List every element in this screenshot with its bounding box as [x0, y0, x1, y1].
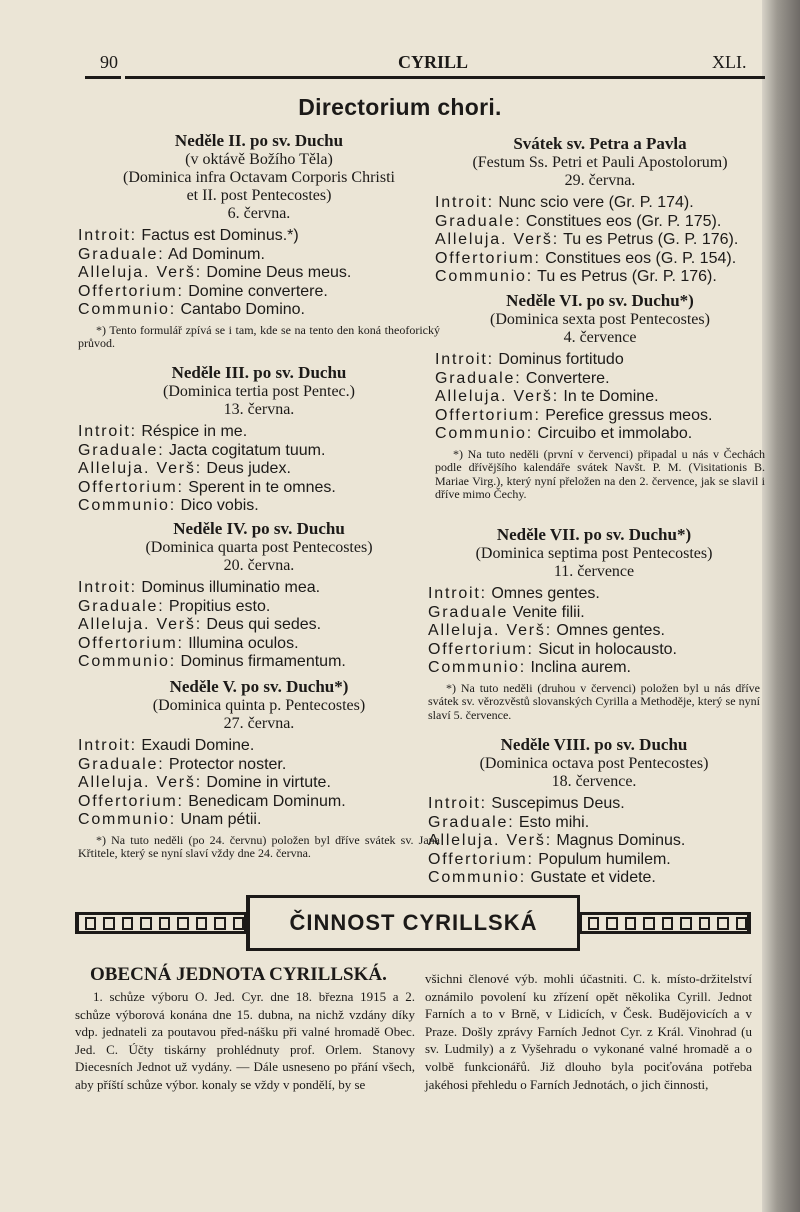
chant-item: [78, 423, 440, 442]
section-subtitle: (Festum Ss. Petri et Pauli Apostolorum): [472, 154, 728, 171]
section-date: 6. června.: [227, 205, 291, 222]
chant-label: Alleluja. Verš:: [78, 264, 202, 282]
banner-title: ČINNOST CYRILLSKÁ: [289, 910, 538, 935]
chant-item: [428, 604, 760, 623]
chant-label: Introit:: [78, 423, 137, 440]
ornament-square: [233, 917, 244, 930]
ornament-square: [606, 917, 617, 930]
directory-section: [435, 133, 765, 287]
section-heading: Svátek sv. Petra a Pavla: [513, 134, 687, 153]
chant-item: [78, 301, 440, 320]
article-heading: OBECNÁ JEDNOTA CYRILLSKÁ.: [90, 964, 387, 985]
chant-label: Graduale: [428, 603, 509, 621]
ornament-square: [196, 917, 207, 930]
chant-text: Deus qui sedes.: [206, 616, 322, 634]
chant-item: [428, 622, 760, 641]
chant-text: Nunc scio vere (Gr. P. 174).: [498, 194, 694, 211]
chant-text: Protector noster.: [168, 755, 287, 773]
section-subtitle: (Dominica octava post Pentecostes): [479, 755, 709, 772]
ornament-square: [680, 917, 691, 930]
footnote: *) Tento formulář zpívá se i tam, kde se na tento den koná theoforický průvod.: [78, 322, 440, 351]
section-heading: Neděle II. po sv. Duchu: [174, 131, 344, 150]
chant-label: Introit:: [435, 351, 494, 368]
article-text-right: všichni členové výb. mohli účastniti. C. k. místo-držitelství oznámilo povolení ku zřízení opět několika Cyrill. Jednot Farních a to v Brně, v Lidicích, v Česk. Budějovicích a v Praze. Došly zprávy Farních Jednot Cyr. z Král. Vinohrad (u sv. Ludmily) a z Vyšehradu o vykonané valné hromadě a o volbě funkcionářů. Již dlouho byla pociťována potřeba jakéhosi přehledu o Farních Jednotách, o jich činnosti,: [425, 971, 752, 1092]
section-subtitle: (Dominica infra Octavam Corporis Christi: [123, 169, 395, 186]
chant-label: Offertorium:: [78, 282, 184, 300]
directory-section: [428, 524, 760, 722]
ornament-square: [662, 917, 673, 930]
chant-text: Omnes gentes.: [491, 585, 600, 602]
chant-label: Graduale:: [435, 212, 522, 230]
chant-item: [78, 246, 440, 265]
chant-label: Offertorium:: [78, 634, 184, 652]
chant-label: Offertorium:: [435, 249, 541, 267]
chant-text: Benedicam Dominum.: [188, 792, 346, 810]
volume-number: XLI.: [712, 52, 747, 72]
chant-text: Dominus illuminatio mea.: [141, 579, 321, 596]
section-heading: Neděle IV. po sv. Duchu: [173, 519, 345, 538]
chant-item: [78, 635, 440, 654]
chant-text: Ad Dominum.: [168, 245, 265, 263]
section-subtitle: (v oktávě Božího Těla): [185, 151, 333, 168]
section-date: 27. června.: [223, 715, 295, 732]
ornament-square: [736, 917, 747, 930]
chant-item: [435, 213, 765, 232]
page-number: 90: [100, 52, 118, 72]
chant-label: Communio:: [78, 301, 177, 319]
footnote: *) Na tuto neděli (po 24. červnu) položen byl dříve svátek sv. Jana Křtitele, který se nyní slaví vždy dne 24. června.: [78, 832, 440, 861]
ornament-square: [588, 917, 599, 930]
ornament-square: [140, 917, 151, 930]
running-title: CYRILL: [398, 52, 469, 72]
chant-item: [78, 497, 440, 516]
section-date: 4. července: [563, 329, 637, 346]
ornament-square: [103, 917, 114, 930]
section-subtitle: (Dominica quarta post Pentecostes): [145, 539, 373, 556]
chant-label: Graduale:: [78, 245, 165, 263]
chant-item: [435, 351, 765, 370]
chant-item: [78, 756, 440, 775]
directory-section: [78, 130, 440, 351]
chant-label: Graduale:: [428, 813, 515, 831]
chant-label: Offertorium:: [435, 406, 541, 424]
chant-text: Dico vobis.: [180, 497, 259, 515]
chant-text: Tu es Petrus (Gr. P. 176).: [537, 268, 717, 286]
chant-item: [78, 479, 440, 498]
chant-label: Communio:: [428, 869, 527, 887]
chant-label: Alleluja. Verš:: [435, 388, 559, 406]
chant-item: [428, 641, 760, 660]
directory-section: [428, 734, 760, 888]
chant-text: Magnus Dominus.: [556, 832, 686, 850]
chant-label: Introit:: [78, 227, 137, 244]
chant-item: [435, 407, 765, 426]
chant-item: [78, 460, 440, 479]
header-rule-left: [85, 76, 121, 79]
chant-label: Introit:: [78, 737, 137, 754]
chant-label: Alleluja. Verš:: [78, 460, 202, 478]
main-title: Directorium chori.: [298, 94, 502, 120]
chant-label: Graduale:: [78, 755, 165, 773]
chant-text: Sicut in holocausto.: [538, 640, 677, 658]
chant-text: Constitues eos (G. P. 154).: [545, 249, 737, 267]
chant-item: [428, 795, 760, 814]
chant-item: [78, 616, 440, 635]
chant-item: [435, 250, 765, 269]
chant-text: Convertere.: [525, 369, 610, 387]
ornament-square: [717, 917, 728, 930]
chant-text: Populum humilem.: [538, 850, 671, 868]
chant-label: Introit:: [78, 579, 137, 596]
section-heading: Neděle VI. po sv. Duchu*): [506, 291, 694, 310]
chant-text: Jacta cogitatum tuum.: [168, 441, 326, 459]
section-subtitle: (Dominica sexta post Pentecostes): [490, 311, 710, 328]
chant-item: [435, 268, 765, 287]
chant-text: Deus judex.: [206, 460, 291, 478]
banner-ornament-right: [579, 912, 751, 934]
chant-text: Unam pétii.: [180, 811, 262, 829]
header-rule: [125, 76, 765, 79]
chant-label: Offertorium:: [78, 792, 184, 810]
section-subtitle: (Dominica quinta p. Pentecostes): [152, 697, 366, 714]
chant-label: Communio:: [78, 497, 177, 515]
footnote: *) Na tuto neděli (druhou v červenci) položen byl u nás dříve svátek sv. věrozvěstů slovanských Cyrilla a Methoděje, který se nyní slaví 5. července.: [428, 680, 760, 722]
chant-item: [435, 388, 765, 407]
chant-text: Omnes gentes.: [556, 622, 665, 640]
chant-label: Communio:: [78, 653, 177, 671]
footnote: *) Na tuto neděli (první v červenci) připadal u nás v Čechách podle dřívějšího kalendáře svátek Navšt. P. M. (Visitationis B. Mariae Virg.), který nyní přeložen na den 2. července, jak se slavil i dříve mimo Čechy.: [435, 446, 765, 502]
chant-text: Constitues eos (Gr. P. 175).: [525, 212, 722, 230]
chant-text: Gustate et videte.: [530, 869, 656, 887]
chant-text: Venite filii.: [512, 603, 585, 621]
ornament-square: [122, 917, 133, 930]
section-heading: Neděle III. po sv. Duchu: [171, 363, 347, 382]
banner-ornament-left: [75, 912, 247, 934]
chant-item: [428, 832, 760, 851]
section-date: 29. června.: [564, 172, 636, 189]
ornament-square: [159, 917, 170, 930]
ornament-square: [625, 917, 636, 930]
chant-text: Domine in virtute.: [206, 774, 331, 792]
chant-label: Graduale:: [78, 441, 165, 459]
chant-item: [428, 814, 760, 833]
chant-item: [428, 659, 760, 678]
chant-item: [78, 442, 440, 461]
chant-text: Dominus fortitudo: [498, 351, 624, 368]
chant-text: Domine convertere.: [188, 282, 328, 300]
ornament-square: [177, 917, 188, 930]
chant-label: Introit:: [428, 795, 487, 812]
section-date: 11. července: [553, 563, 635, 580]
chant-text: Esto mihi.: [518, 813, 590, 831]
ornament-square: [214, 917, 225, 930]
chant-label: Graduale:: [435, 369, 522, 387]
page-edge-shadow: [762, 0, 800, 1212]
chant-item: [435, 231, 765, 250]
chant-text: Propitius esto.: [168, 597, 271, 615]
ornament-square: [85, 917, 96, 930]
chant-item: [78, 653, 440, 672]
section-banner: [246, 895, 580, 951]
chant-text: Circuibo et immolabo.: [537, 425, 693, 443]
chant-label: Offertorium:: [428, 640, 534, 658]
chant-label: Graduale:: [78, 597, 165, 615]
section-date: 18. července.: [551, 773, 637, 790]
chant-text: Factus est Dominus.*): [141, 227, 299, 244]
chant-item: [428, 851, 760, 870]
chant-text: Tu es Petrus (G. P. 176).: [563, 231, 739, 249]
chant-item: [78, 793, 440, 812]
chant-item: [78, 579, 440, 598]
chant-text: Réspice in me.: [141, 423, 248, 440]
chant-label: Communio:: [435, 268, 534, 286]
chant-text: Perefice gressus meos.: [545, 406, 713, 424]
section-date: 20. června.: [223, 557, 295, 574]
chant-label: Alleluja. Verš:: [78, 774, 202, 792]
chant-label: Introit:: [428, 585, 487, 602]
chant-item: [435, 194, 765, 213]
chant-item: [78, 227, 440, 246]
chant-text: Illumina oculos.: [188, 634, 299, 652]
directory-section: [78, 518, 440, 672]
chant-text: In te Domine.: [563, 388, 659, 406]
ornament-square: [643, 917, 654, 930]
chant-label: Alleluja. Verš:: [78, 616, 202, 634]
chant-item: [78, 598, 440, 617]
chant-item: [78, 283, 440, 302]
chant-label: Offertorium:: [428, 850, 534, 868]
chant-item: [78, 774, 440, 793]
chant-label: Communio:: [435, 425, 534, 443]
chant-label: Alleluja. Verš:: [428, 832, 552, 850]
chant-label: Introit:: [435, 194, 494, 211]
chant-item: [78, 811, 440, 830]
chant-text: Inclina aurem.: [530, 659, 631, 677]
chant-item: [428, 869, 760, 888]
section-heading: Neděle V. po sv. Duchu*): [169, 677, 349, 696]
article-text-left: 1. schůze výboru O. Jed. Cyr. dne 18. března 1915 a 2. schůze výborová konána dne 15. dubna, na nichž vzdány díky vdp. jednateli za poutavou před-nášku při valné hromadě Obec. Jed. C. Účty tiskárny prohlédnuty prof. Orlem. Stanovy Diecesních Jednot už vydány. — Dále usneseno po přání všech, aby příští schůze výbor. konaly se vždy v pondělí, by se: [75, 989, 415, 1092]
chant-label: Communio:: [428, 659, 527, 677]
section-heading: Neděle VIII. po sv. Duchu: [500, 735, 688, 754]
ornament-square: [699, 917, 710, 930]
directory-section: [78, 362, 440, 516]
chant-text: Dominus firmamentum.: [180, 653, 346, 671]
chant-text: Exaudi Domine.: [141, 737, 255, 754]
section-heading: Neděle VII. po sv. Duchu*): [496, 525, 692, 544]
section-subtitle: et II. post Pentecostes): [186, 187, 332, 204]
chant-text: Sperent in te omnes.: [188, 478, 336, 496]
section-subtitle: (Dominica septima post Pentecostes): [475, 545, 713, 562]
chant-item: [428, 585, 760, 604]
chant-item: [78, 737, 440, 756]
chant-text: Suscepimus Deus.: [491, 795, 625, 812]
directory-section: [78, 676, 440, 861]
section-date: 13. června.: [223, 401, 295, 418]
chant-label: Alleluja. Verš:: [435, 231, 559, 249]
chant-item: [78, 264, 440, 283]
chant-item: [435, 370, 765, 389]
chant-item: [435, 425, 765, 444]
chant-label: Alleluja. Verš:: [428, 622, 552, 640]
chant-label: Communio:: [78, 811, 177, 829]
chant-text: Cantabo Domino.: [180, 301, 305, 319]
section-subtitle: (Dominica tertia post Pentec.): [163, 383, 355, 400]
chant-text: Domine Deus meus.: [206, 264, 352, 282]
directory-section: [435, 290, 765, 502]
chant-label: Offertorium:: [78, 478, 184, 496]
